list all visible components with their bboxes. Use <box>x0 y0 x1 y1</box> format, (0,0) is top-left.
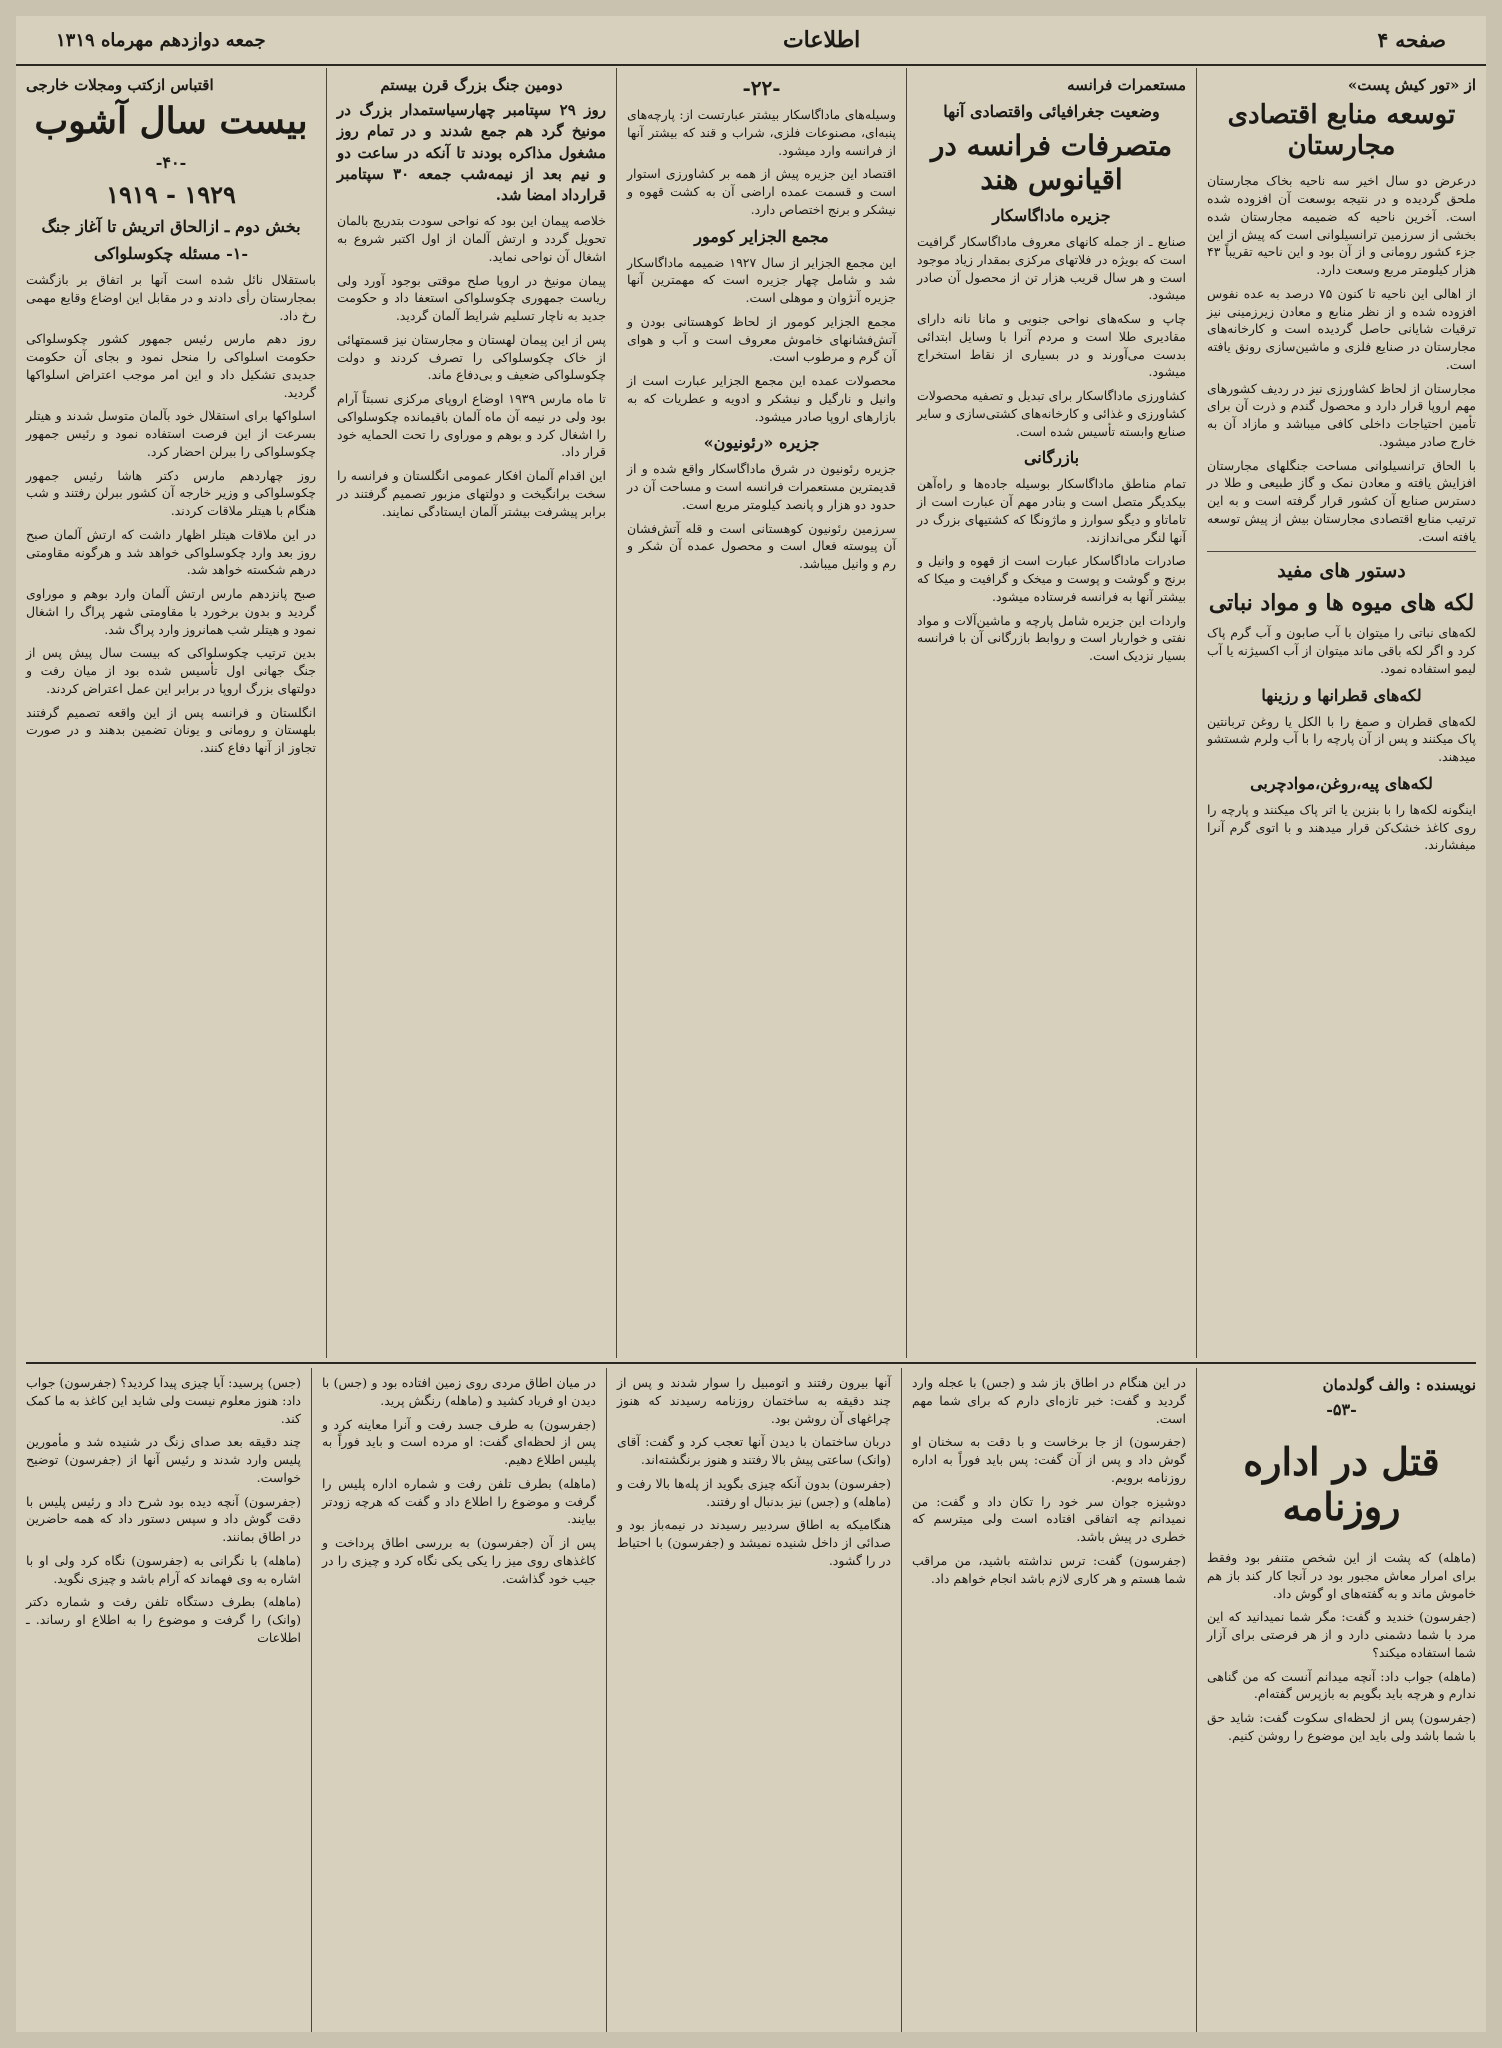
paragraph: (ماهله) بطرف دستگاه تلفن رفت و شماره دکتر (وانک) را گرفت و موضوع را به اطلاع او رساند. ـ اطلاعات <box>26 1594 301 1645</box>
section-number: -۲۲- <box>742 76 781 100</box>
section-subtitle: لکه‌های قطرانها و رزینها <box>1261 685 1422 705</box>
paragraph: این اقدام آلمان افکار عمومی انگلستان و فرانسه را سخت برانگیخت و دولتهای مزبور تصمیم گرفتند در برابر پیشرفت بیشتر آلمان ایستادگی نمایند. <box>337 468 606 519</box>
masthead <box>16 16 1486 66</box>
paragraph: (جفرسون) خندید و گفت: مگر شما نمیدانید که این مرد با شما دشمنی دارد و از هر فرصتی برای آزار شما استفاده میکند؟ <box>1207 1609 1476 1660</box>
paragraph: چند دقیقه بعد صدای زنگ در شنیده شد و مأمورین پلیس وارد شدند و رئیس آنها از (جفرسون) توضیح خواست. <box>26 1434 301 1485</box>
paragraph: باستقلال نائل شده است آنها بر اتفاق بر بازگشت بمجارستان رأی دادند و در مقابل این اوضاع وقایع مهمی رخ داد. <box>26 272 316 323</box>
paragraph: تا ماه مارس ۱۹۳۹ اوضاع اروپای مرکزی نسبتاً آرام بود ولی در نیمه آن ماه آلمان باقیمانده چکوسلواکی را اشغال کرد و بوهم و موراوی را تحت الحمایه خود قرار داد. <box>337 391 607 460</box>
paragraph: کشاورزی ماداگاسکار برای تبدیل و تصفیه محصولات کشاورزی و غذائی و کارخانه‌های کشتی‌سازی و سایر صنایع وابسته تأسیس شده است. <box>917 388 1186 439</box>
paragraph: (جفرسون) آنچه دیده بود شرح داد و رئیس پلیس با دقت گوش داد و سپس دستور داد که همه حاضرین در اطاق بمانند. <box>26 1493 301 1544</box>
section-title: دستور های مفید <box>1277 560 1406 583</box>
paragraph: دوشیزه جوان سر خود را تکان داد و گفت: من نمیدانم چه اتفاقی افتاده است ولی میترسم که خطری در پیش باشد. <box>912 1493 1186 1544</box>
section-subtitle: لکه‌های پیه،روغن،موادچربی <box>1250 773 1433 793</box>
page-number: صفحه ۴ <box>1377 28 1446 52</box>
paragraph: لکه‌های قطران و صمغ را با الکل یا روغن تربانتین پاک میکنند و پس از آن پارچه را با آب ولرم شستشو میدهند. <box>1207 713 1476 765</box>
paragraph: (جس) پرسید: آیا چیزی پیدا کردید؟ (جفرسون) جواب داد: هنوز معلوم نیست ولی شاید این کاغذ به ما کمک کند. <box>26 1375 301 1426</box>
section-subtitle: لکه های میوه ها و مواد نباتی <box>1208 590 1475 617</box>
article-kicker: دومین جنگ بزرگ قرن بیستم <box>380 76 563 94</box>
article-kicker: اقتباس ازکتب ومجلات خارجی <box>26 76 214 94</box>
section-title: جزیره «رئونیون» <box>703 433 820 453</box>
paragraph: دربان ساختمان با دیدن آنها تعجب کرد و گفت: آقای (وانک) ساعتی پیش بالا رفتند و هنوز برنگشته‌اند. <box>617 1434 891 1467</box>
story-column <box>606 1368 901 2032</box>
story-intro-column <box>1196 1368 1486 2032</box>
section-title: مجمع الجزایر کومور <box>694 226 829 246</box>
paragraph: پس از این پیمان لهستان و مجارستان نیز قسمتهائی از خاک چکوسلواکی را تصرف کردند و دولت چکوسلواکی ضعیف و بی‌دفاع ماند. <box>337 331 606 383</box>
article-headline: متصرفات فرانسه در اقیانوس هند <box>930 129 1173 196</box>
paragraph: (ماهله) جواب داد: آنچه میدانم آنست که من گناهی ندارم و هرچه باید بگویم به بازپرس گفته‌ام. <box>1207 1668 1476 1702</box>
paragraph: در این هنگام در اطاق باز شد و (جس) با عجله وارد گردید و گفت: خبر تازه‌ای دارم که برای شما مهم است. <box>912 1375 1186 1426</box>
paragraph: سرزمین رئونیون کوهستانی است و قله آتش‌فشان آن پیوسته فعال است و محصول عمده آن شکر و رم و وانیل میباشد. <box>627 520 896 571</box>
paragraph: روز دهم مارس رئیس جمهور کشور چکوسلواکی حکومت اسلواکی را منحل نمود و بجای آن حکومت جدیدی تشکیل داد و این امر موجب اعتراض اسلواکها گردید. <box>26 331 316 400</box>
column-munich <box>326 68 616 1358</box>
paragraph: انگلستان و فرانسه پس از این واقعه تصمیم گرفتند بلهستان و رومانی و یونان تضمین بدهند و در صورت تجاوز از آنها دفاع کنند. <box>26 704 316 756</box>
article-subhead: وضعیت جغرافیائی واقتصادی آنها <box>943 102 1160 121</box>
paragraph: (ماهله) که پشت از این شخص متنفر بود وفقط برای امرار معاش مجبور بود در آنجا کار کند باز هم خاموش ماند و به گفته‌های او گوش داد. <box>1207 1550 1476 1601</box>
paragraph: از اهالی این ناحیه تا کنون ۷۵ درصد به عده نفوس افزوده شده و از نظر منابع و معادن زیرزمینی نیز ترقیات شایانی حاصل گردیده است و کارخانه‌های مجارستان در صنایع فلزی و ماشین‌سازی رونق یافته است. <box>1207 285 1476 372</box>
section-divider <box>26 1362 1476 1364</box>
article-headline: توسعه منابع اقتصادی مجارستان <box>1227 100 1456 162</box>
paragraph: (جفرسون) گفت: ترس نداشته باشید، من مراقب شما هستم و هر کاری لازم باشد انجام خواهم داد. <box>912 1552 1186 1586</box>
column-hungary <box>1196 68 1486 1358</box>
paragraph: پیمان مونیخ در اروپا صلح موقتی بوجود آورد ولی ریاست جمهوری چکوسلواکی استعفا داد و حکومت جدید به ناچار تسلیم شرایط آلمان گردید. <box>337 272 606 324</box>
paragraph: درعرض دو سال اخیر سه ناحیه بخاک مجارستان ملحق گردیده و در نتیجه بوسعت آن افزوده شده است. آخرین ناحیه که ضمیمه مجارستان شده بخشی از سرزمین ترانسیلوانی است که پیش از این جزء کشور رومانی و از آن بود و این ناحیه تقریباً ۴۳ هزار کیلومتر مربع وسعت دارد. <box>1207 173 1476 278</box>
newspaper-name: اطلاعات <box>782 27 861 53</box>
paragraph: (جفرسون) به طرف جسد رفت و آنرا معاینه کرد و پس از لحظه‌ای گفت: او مرده است و باید فوراً به پلیس اطلاع دهیم. <box>322 1416 596 1467</box>
paragraph: روز چهاردهم مارس دکتر هاشا رئیس جمهور چکوسلواکی و وزیر خارجه آن کشور ببرلن رفتند و شب هنگام با هیتلر ملاقات کردند. <box>26 467 316 519</box>
paragraph: (جفرسون) بدون آنکه چیزی بگوید از پله‌ها بالا رفت و (ماهله) و (جس) نیز بدنبال او رفتند. <box>617 1475 891 1509</box>
newspaper-page <box>16 16 1486 2032</box>
paragraph: محصولات عمده این مجمع الجزایر عبارت است از وانیل و نارگیل و نیشکر و ادویه و عطریات که به بازارهای اروپا صادر میشود. <box>627 373 896 424</box>
paragraph: لکه‌های نباتی را میتوان با آب صابون و آب گرم پاک کرد و اگر لکه باقی ماند میتوان از آب اکسیژنه یا آب لیمو استفاده نمود. <box>1207 625 1476 676</box>
paragraph: اقتصاد این جزیره پیش از همه بر کشاورزی استوار است و قسمت عمده اراضی آن به کشت قهوه و نیشکر و برنج اختصاص دارد. <box>627 166 896 217</box>
paragraph: صبح پانزدهم مارس ارتش آلمان وارد بوهم و موراوی گردید و بدون برخورد با مقاومتی شهر پراگ را اشغال نمود و هیتلر شب همانروز وارد پراگ شد. <box>26 586 316 637</box>
article-headline: بیست سال آشوب <box>34 100 308 142</box>
paragraph: با الحاق ترانسیلوانی مساحت جنگلهای مجارستان افزایش یافته و معادن نمک و گاز طبیعی و طلا در دسترس صنایع آن کشور قرار گرفته است و به این ترتیب منابع اقتصادی مجارستان بیش از پیش توسعه یافته است. <box>1207 457 1476 544</box>
paragraph: مجمع الجزایر کومور از لحاظ کوهستانی بودن و آتش‌فشانهای خاموش معروف است و آب و هوای آن گرم و مرطوب است. <box>627 313 896 365</box>
paragraph: (جفرسون) پس از لحظه‌ای سکوت گفت: شاید حق با شما باشد ولی باید این موضوع را روشن کنیم. <box>1207 1710 1476 1743</box>
paragraph: وسیله‌های ماداگاسکار بیشتر عبارتست از: پارچه‌های پنبه‌ای، مصنوعات فلزی، شراب و قند که بیشتر آنها از فرانسه وارد میشود. <box>627 107 896 158</box>
section-title: بازرگانی <box>1023 448 1080 468</box>
column-colonies-continued <box>616 68 906 1358</box>
paragraph: تمام مناطق ماداگاسکار بوسیله جاده‌ها و راه‌آهن بیکدیگر متصل است و بنادر مهم آن عبارت است از تاماتاو و دیگو سوارز و ماژونگا که کشتیهای بزرگ در آنها لنگر می‌اندازند. <box>917 476 1186 545</box>
article-years: ۱۹۲۹ - ۱۹۱۹ <box>106 180 236 210</box>
paragraph: چاپ و سکه‌های نواحی جنوبی و مانا نانه دارای مقادیری طلا است و مردم آنرا با وسایل ابتدائی بدست می‌آورند و در بسیاری از نقاط استخراج میشود. <box>917 311 1186 380</box>
paragraph: اینگونه لکه‌ها را با بنزین یا اتر پاک میکنند و پارچه را روی کاغذ خشک‌کن قرار میدهند و با اتوی گرم آنرا میفشارند. <box>1207 801 1476 853</box>
paragraph: آنها بیرون رفتند و اتومبیل را سوار شدند و پس از چند دقیقه به ساختمان روزنامه رسیدند که هنوز چراغهای آن روشن بود. <box>617 1375 891 1426</box>
paragraph: (ماهله) بطرف تلفن رفت و شماره اداره پلیس را گرفت و موضوع را اطلاع داد و گفت که هرچه زودتر بیایند. <box>322 1475 596 1527</box>
paragraph: بدین ترتیب چکوسلواکی که بیست سال پیش پس از جنگ جهانی اول تأسیس شده بود از میان رفت و دولتهای بزرگ اروپا در برابر این عمل اعتراض کردند. <box>26 645 316 696</box>
story-installment: -۵۳- <box>1326 1400 1357 1419</box>
article-kicker: مستعمرات فرانسه <box>1067 76 1186 94</box>
issue-date: جمعه دوازدهم مهرماه ۱۳۱۹ <box>56 29 266 51</box>
story-author: نویسنده : والف گولدمان <box>1322 1376 1476 1394</box>
story-column <box>901 1368 1196 2032</box>
section-title: -۱- مسئله چکوسلواکی <box>94 244 248 264</box>
paragraph: روز ۲۹ سپتامبر چهارسیاستمدار بزرگ در مونیخ گرد هم جمع شدند و در تمام روز مشغول مذاکره بودند تا آنکه در ساعت دو و نیم بعد از نیمه‌شب جمعه ۳۰ سپتامبر قرارداد امضا شد. <box>337 101 606 205</box>
paragraph: صنایع ـ از جمله کانهای معروف ماداگاسکار گرافیت است که بویژه در فلاتهای مرکزی بمقدار زیاد موجود است و هر سال قریب هزار تن از محصول آن صادر میشود. <box>917 234 1186 303</box>
paragraph: در میان اطاق مردی روی زمین افتاده بود و (جس) با دیدن او فریاد کشید و (ماهله) رنگش پرید. <box>322 1375 596 1408</box>
paragraph: خلاصه پیمان این بود که نواحی سودت بتدریج بالمان تحویل گردد و ارتش آلمان از اول اکتبر شروع به اشغال آن نواحی نماید. <box>337 213 606 264</box>
paragraph: در این ملاقات هیتلر اظهار داشت که ارتش آلمان صبح روز بعد وارد چکوسلواکی خواهد شد و هرگونه مقاومتی درهم شکسته خواهد شد. <box>26 526 316 578</box>
story-column <box>16 1368 311 2032</box>
section-title: جزیره ماداگاسکار <box>992 206 1111 226</box>
column-french-colonies <box>906 68 1196 1358</box>
installment-number: -۴۰- <box>155 153 187 173</box>
article-subhead: بخش دوم ـ ازالحاق اتریش تا آغاز جنگ <box>41 217 301 237</box>
paragraph: هنگامیکه به اطاق سردبیر رسیدند در نیمه‌باز بود و صدائی از داخل شنیده نمیشد و (جفرسون) با احتیاط در را گشود. <box>617 1517 891 1568</box>
paragraph: اسلواکها برای استقلال خود بآلمان متوسل شدند و هیتلر بسرعت از این فرصت استفاده نمود و رئیس جمهور چکوسلواکی را ببرلن احضار کرد. <box>26 408 316 459</box>
divider <box>1207 551 1476 552</box>
paragraph: جزیره رئونیون در شرق ماداگاسکار واقع شده و از قدیمترین مستعمرات فرانسه است و مساحت آن در حدود دو هزار و پانصد کیلومتر مربع است. <box>627 461 896 512</box>
paragraph: پس از آن (جفرسون) به بررسی اطاق پرداخت و کاغذهای روی میز را یکی یکی نگاه کرد و چیزی را در جیب خود گذاشت. <box>322 1535 596 1586</box>
paragraph: واردات این جزیره شامل پارچه و ماشین‌آلات و مواد نفتی و خواربار است و روابط بازرگانی آن با فرانسه بسیار نزدیک است. <box>917 612 1186 664</box>
paragraph: مجارستان از لحاظ کشاورزی نیز در ردیف کشورهای مهم اروپا قرار دارد و محصول گندم و ذرت آن برای تأمین احتیاجات داخلی کافی میباشد و مازاد آن به خارج صادر میشود. <box>1207 380 1476 449</box>
column-twenty-years <box>16 68 326 1358</box>
paragraph: (ماهله) با نگرانی به (جفرسون) نگاه کرد ولی او با اشاره به وی فهماند که آرام باشد و چیزی نگوید. <box>26 1552 301 1586</box>
story-title: قتل در اداره روزنامه <box>1243 1439 1440 1529</box>
story-column <box>311 1368 606 2032</box>
paragraph: صادرات ماداگاسکار عبارت است از قهوه و وانیل و برنج و گوشت و پوست و میخک و گرافیت و میکا که بیشتر آنها به فرانسه فرستاده میشود. <box>917 553 1186 604</box>
paragraph: (جفرسون) از جا برخاست و با دقت به سخنان او گوش داد و پس از آن گفت: پس باید فوراً به اداره روزنامه برویم. <box>912 1434 1186 1485</box>
article-source: از «تور کیش پست» <box>1347 76 1476 94</box>
paragraph: این مجمع الجزایر از سال ۱۹۲۷ ضمیمه ماداگاسکار شد و شامل چهار جزیره است که مهمترین آنها جزیره آنژوان و موهلی است. <box>627 254 897 305</box>
